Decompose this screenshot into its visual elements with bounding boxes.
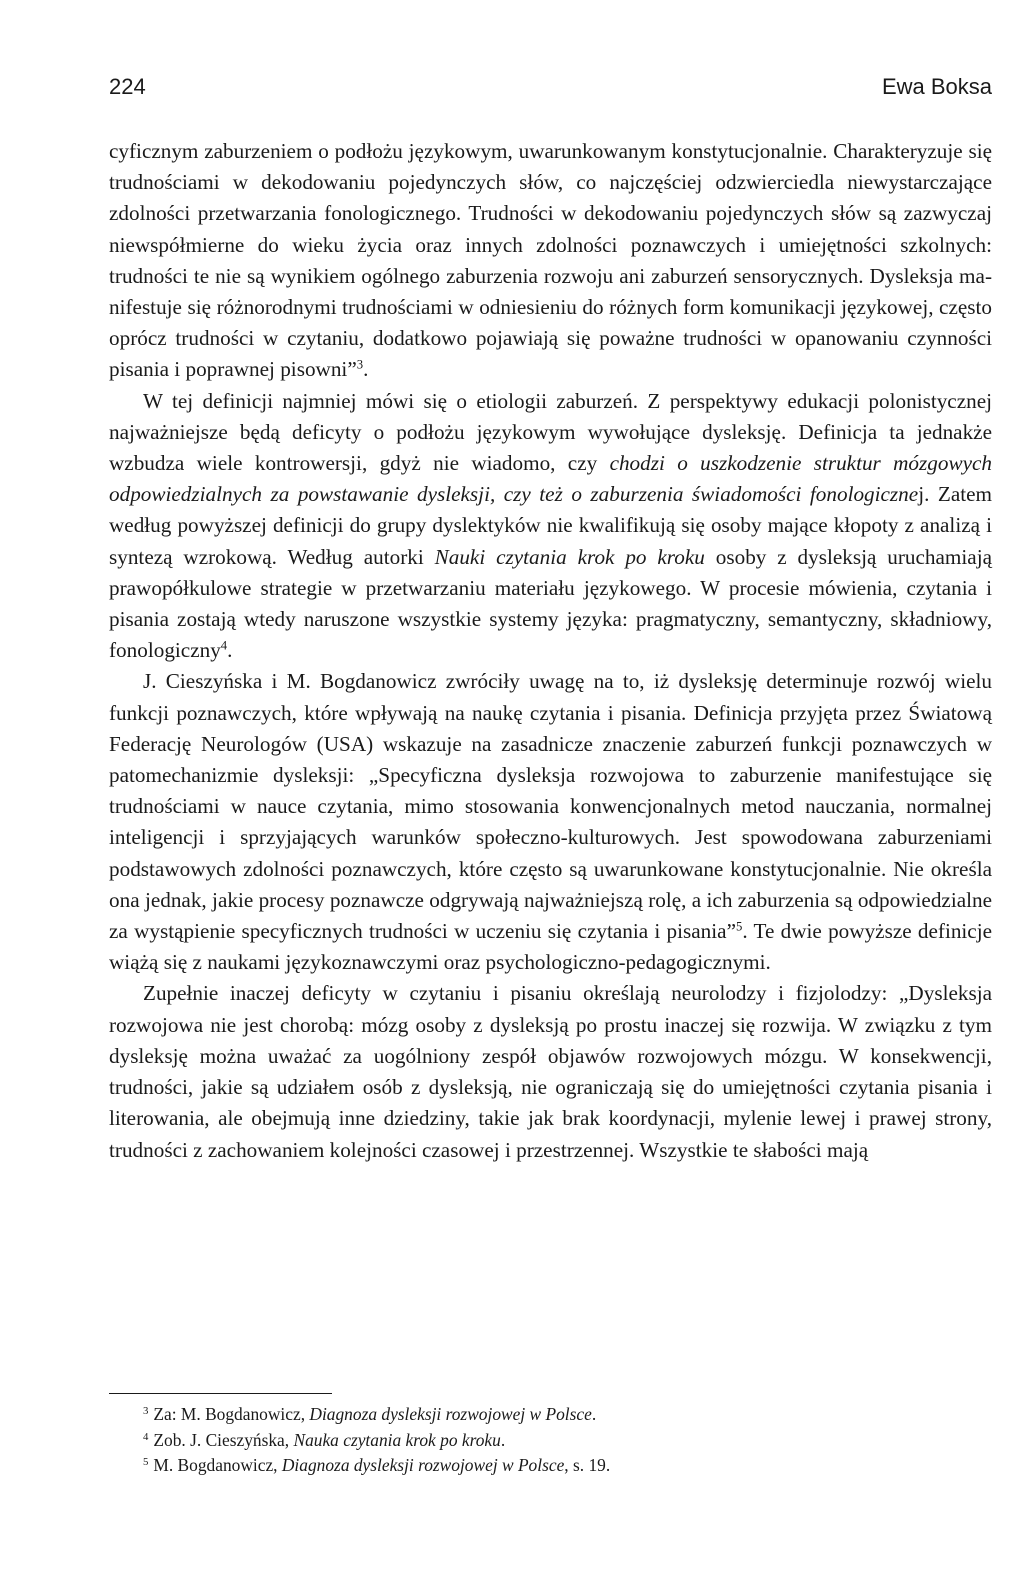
footnote-number: 3 [143,1405,149,1418]
text-run: cyficznym zaburzeniem o podłożu językowym, uwarunkowanym konstytucjonalnie. Charakteryzuje się trudnościami w dekodowaniu pojedynczych słów, co najczęściej odzwierciedla niewystarczające zdolności przetwarzania fonologicznego. Trudności w dekodowaniu pojedynczych słów są zazwyczaj niewspółmierne do wieku życia oraz innych zdolności poznawczych i umiejętności szkolnych: trudności te nie są wynikiem ogólnego zaburzenia rozwoju ani zaburzeń sensorycznych. Dysleksja manifestuje się różnorodnymi trudnościami w odniesieniu do różnych form komunikacji językowej, często oprócz trudności w czytaniu, dodatkowo pojawiają się poważne trudności w opanowaniu czynności pisania i poprawnej pisowni” [109,139,992,382]
running-header [109,70,992,122]
text-run: osoby z dysleksją uruchamiają prawopółkulowe strategie w przetwarzaniu materiału językowego. W procesie mówienia, czytania i pisania zostają wtedy naruszone wszystkie systemy języka: pragmatyczny, semantyczny, składniowy, fonologiczny [109,544,992,663]
paragraph [109,666,992,978]
footnote-reference: 5 [735,919,743,934]
italic-text: Nauka czytania krok po kroku [293,1429,501,1450]
text-run: . [500,1429,506,1450]
text-run: j. Zatem według powyższej definicji do grupy dyslektyków nie kwalifikują się osoby mające kłopoty z analizą i syntezą wzrokową. Według autorki [109,482,992,569]
text-run: Zupełnie inaczej deficyty w czytaniu i pisaniu określają neurolodzy i fizjolodzy: „Dysleksja rozwojowa nie jest chorobą: mózg osoby z dysleksją po prostu inaczej się rozwija. W związku z tym dysleksję można uważać za uogólniony zespół objawów rozwojowych mózgu. W konsekwencji, trudności, jakie są udziałem osób z dysleksją, nie ograniczają się do umiejętności czytania pisania i literowania, ale obejmują inne dziedziny, takie jak brak koordynacji, mylenie lewej i prawej strony, trudności z zachowaniem kolejności czasowej i przestrzennej. Wszystkie te słabości mają [109,981,992,1162]
italic-text: Nauki czytania krok po kroku [434,544,705,569]
text-run: . Te dwie powyższe definicje wiążą się z naukami językoznawczymi oraz psychologiczno-pedagogicznymi. [109,919,993,975]
text-run: J. Cieszyńska i M. Bogdanowicz zwróciły uwagę na to, iż dysleksję determinuje rozwój wielu funkcji poznawczych, które wpływają na naukę czytania i pisania. Definicja przyjęta przez Światową Federację Neurologów (USA) wskazuje na zasadnicze znaczenie zaburzeń funkcji poznawczych w patomechanizmie dysleksji: „Specyficzna dysleksja rozwojowa to zaburzenie manifestujące się trudnościami w nauce czytania, mimo stosowania konwencjonalnych metod nauczania, normalnej inteligencji i sprzyjających warunków społeczno-kulturowych. Jest spowodowana zaburzeniami podstawowych zdolności poznawczych, które często są uwarunkowane konstytucjonalnie. Nie określa ona jednak, jakie procesy poznawcze odgrywają najważniejszą rolę, a ich zaburzenia są odpowiedzialne za wystąpienie specyficznych trudności w uczeniu się czytania i pisania” [109,669,992,944]
paragraph [109,136,992,386]
paragraph [109,386,992,667]
footnote [109,1453,992,1479]
footnote-number: 4 [143,1430,149,1443]
body-text [109,136,992,1166]
text-run: . [591,1404,597,1424]
text-run: W tej definicji najmniej mówi się o etiologii zaburzeń. Z perspektywy edukacji polonistycznej najważniejsze będą deficyty o podłożu językowym wywołujące dysleksję. Definicja ta jednakże wzbudza wiele kontrowersji, gdyż nie wiadomo, czy [109,388,992,476]
text-run: Za: M. Bogdanowicz, [153,1404,310,1424]
footnote [109,1428,992,1454]
italic-text: Diagnoza dysleksji rozwojowej w Polsce [281,1455,565,1476]
text-run: . [227,638,233,663]
paragraph [109,978,992,1165]
footnotes [109,1402,992,1479]
footnote [109,1402,992,1428]
footnote-reference: 4 [220,638,228,653]
page-number: 224 [109,74,146,99]
footnote-reference: 3 [356,357,364,372]
footnote-separator [109,1393,332,1394]
book-page [109,70,992,1166]
text-run: , s. 19. [564,1455,611,1476]
italic-text: chodzi o uszkodzenie struktur mózgowych odpowiedzialnych za powstawanie dysleksji, czy też o zaburzenia świadomości fonologiczne [109,451,992,507]
running-header-author: Ewa Boksa [881,74,992,99]
text-run: M. Bogdanowicz, [153,1455,282,1476]
footnote-number: 5 [143,1456,149,1469]
text-run: . [363,357,369,382]
italic-text: Diagnoza dysleksji rozwojowej w Polsce [309,1404,592,1424]
text-run: Zob. J. Cieszyńska, [153,1429,294,1450]
